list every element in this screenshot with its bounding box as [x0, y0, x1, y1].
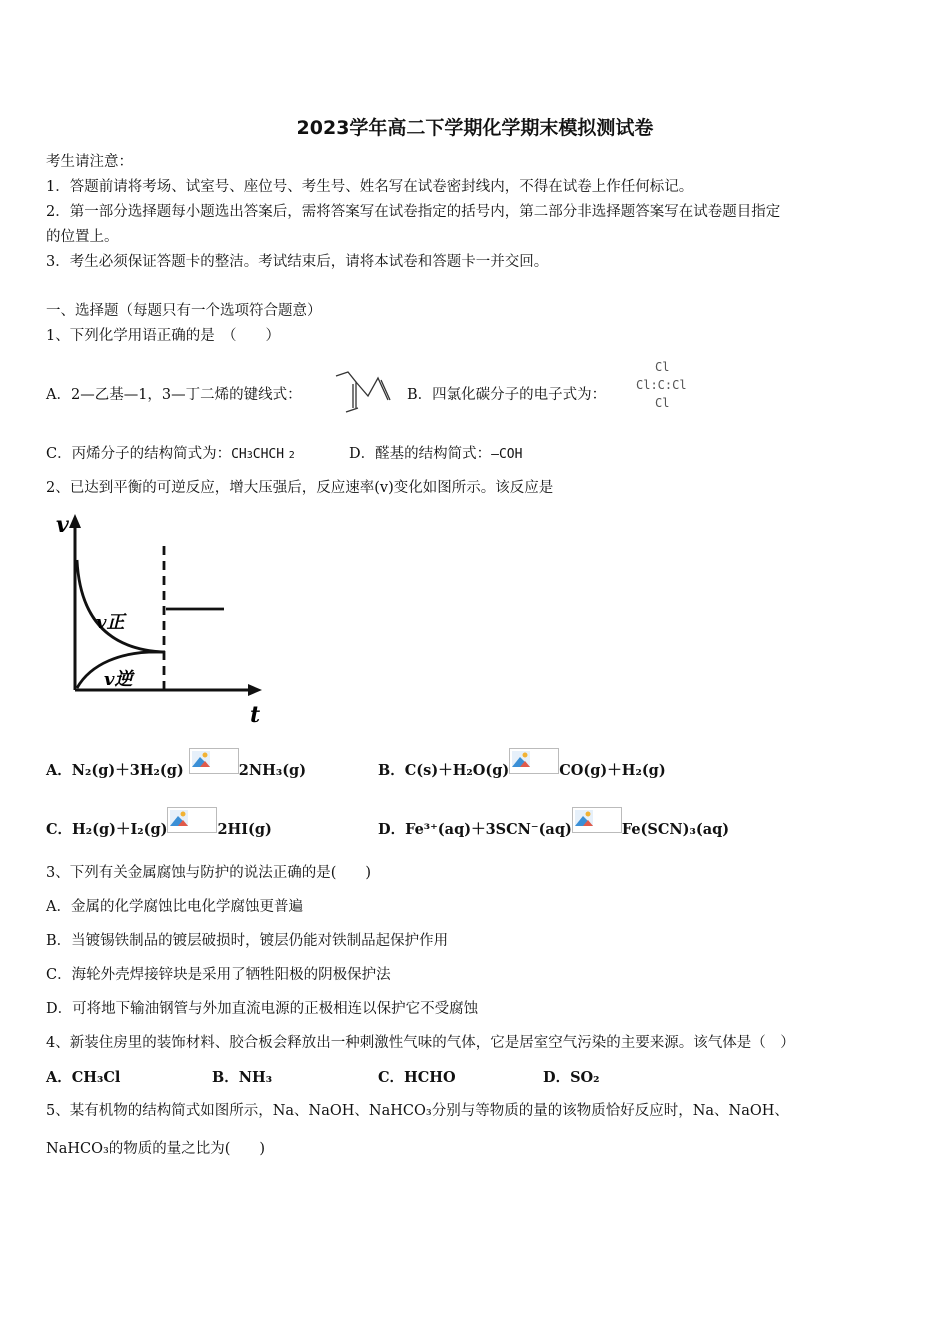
q1-stem: 1、下列化学用语正确的是 （ ） — [46, 328, 280, 344]
formula-sub: 2 — [288, 450, 295, 461]
ccl4-bottom: Cl — [655, 396, 670, 410]
q1-option-d — [349, 444, 522, 465]
ccl4-electron-formula — [636, 360, 698, 416]
reactants: Fe³⁺(aq)＋3SCN⁻(aq) — [405, 821, 572, 838]
reactants: H₂(g)＋I₂(g) — [72, 821, 168, 838]
formula-sub: 3 — [246, 450, 253, 461]
q3-stem: 3、下列有关金属腐蚀与防护的说法正确的是( ) — [46, 865, 372, 881]
q5-stem-line2: NaHCO₃的物质的量之比为( ) — [46, 1141, 266, 1157]
option-letter: D． — [378, 821, 406, 838]
notice-item: 3．考生必须保证答题卡的整洁。考试结束后，请将本试卷和答题卡一并交回。 — [46, 254, 549, 270]
q2-option-c — [46, 817, 272, 843]
reversible-arrow-image-icon — [189, 748, 239, 774]
q1-option-b: B．四氯化碳分子的电子式为： — [407, 387, 607, 403]
products: 2NH₃(g) — [238, 762, 307, 779]
formula-part: —COH — [491, 447, 523, 462]
products: 2HI(g) — [217, 821, 272, 838]
q4-option-a: A．CH₃Cl — [46, 1069, 121, 1086]
ccl4-middle: Cl:C:Cl — [636, 378, 687, 392]
reversible-arrow-image-icon — [167, 807, 217, 833]
products: CO(g)＋H₂(g) — [559, 762, 666, 779]
reactants: N₂(g)＋3H₂(g) — [71, 762, 184, 779]
section-heading: 一、选择题（每题只有一个选项符合题意） — [46, 303, 322, 319]
q3-option: C．海轮外壳焊接锌块是采用了牺牲阳极的阴极保护法 — [46, 967, 391, 983]
q1-option-c-label: C．丙烯分子的结构简式为： — [46, 446, 232, 462]
rate-time-graph — [50, 510, 280, 725]
q3-option: B．当镀锡铁制品的镀层破损时，镀层仍能对铁制品起保护作用 — [46, 933, 449, 949]
q2-option-a — [46, 758, 306, 784]
y-axis-label: v — [56, 512, 69, 538]
products: Fe(SCN)₃(aq) — [621, 821, 730, 838]
notice-heading: 考生请注意： — [46, 154, 133, 170]
q3-option: A．金属的化学腐蚀比电化学腐蚀更普遍 — [46, 899, 303, 915]
q1-option-a: A．2—乙基—1，3—丁二烯的键线式： — [46, 387, 302, 403]
notice-item: 2．第一部分选择题每小题选出答案后，需将答案写在试卷指定的括号内，第二部分非选择题答案写在试卷题目指定 — [46, 204, 781, 220]
option-letter: A． — [46, 762, 72, 779]
option-letter: B． — [378, 762, 405, 779]
q1-option-c — [46, 444, 295, 466]
option-letter: C． — [46, 821, 73, 838]
reactants: C(s)＋H₂O(g) — [404, 762, 510, 779]
formula-part: CH — [231, 447, 247, 462]
reversible-arrow-image-icon — [572, 807, 622, 833]
q4-option-c: C．HCHO — [378, 1069, 456, 1086]
reverse-rate-label: v逆 — [104, 669, 133, 690]
formula-part: CHCH — [252, 447, 285, 462]
q4-stem: 4、新装住房里的装饰材料、胶合板会释放出一种刺激性气味的气体，它是居室空气污染的主要来源。该气体是（ ） — [46, 1035, 795, 1051]
notice-item: 1．答题前请将考场、试室号、座位号、考生号、姓名写在试卷密封线内，不得在试卷上作任何标记。 — [46, 179, 694, 195]
ccl4-top: Cl — [655, 360, 670, 374]
q4-option-b: B．NH₃ — [212, 1069, 273, 1086]
reversible-arrow-image-icon — [509, 748, 559, 774]
q2-option-b — [378, 758, 666, 784]
skeletal-formula-icon — [332, 370, 392, 414]
page-title: 2023学年高二下学期化学期末模拟测试卷 — [296, 117, 654, 139]
q2-stem: 2、已达到平衡的可逆反应，增大压强后，反应速率(v)变化如图所示。该反应是 — [46, 480, 554, 496]
q2-option-d — [378, 817, 729, 843]
q4-option-d: D．SO₂ — [543, 1069, 600, 1086]
q5-stem-line1: 5、某有机物的结构简式如图所示，Na、NaOH、NaHCO₃分别与等物质的量的该物质恰好反应时，Na、NaOH、 — [46, 1103, 789, 1119]
x-axis-label: t — [250, 702, 261, 725]
q3-option: D．可将地下输油钢管与外加直流电源的正极相连以保护它不受腐蚀 — [46, 1001, 479, 1017]
forward-rate-label: v正 — [96, 612, 125, 633]
q1-option-d-label: D．醛基的结构简式： — [349, 446, 492, 462]
notice-item: 的位置上。 — [46, 229, 119, 245]
